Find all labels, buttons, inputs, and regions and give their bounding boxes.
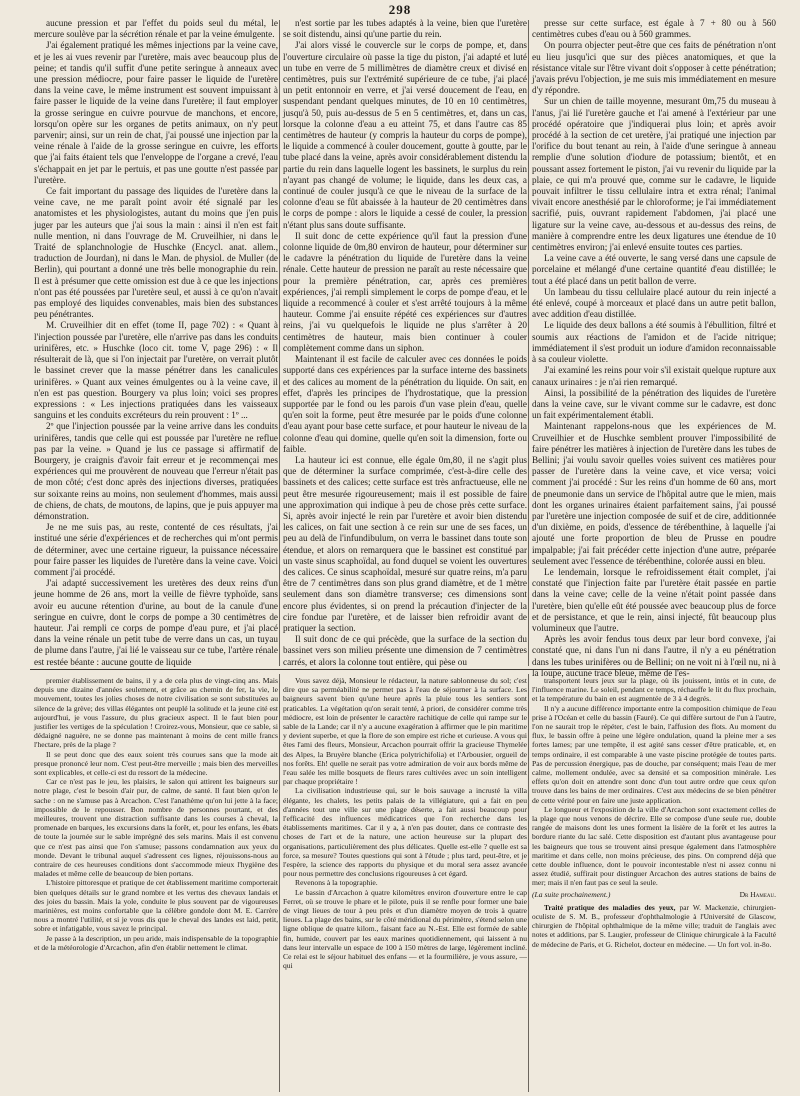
paragraph: La veine cave a été ouverte, le sang versé dans une capsule de porcelaine et mélangé d'une certaine quantité d'eau distillée; le tout a été placé dans un petit ballon de verre. [532,253,776,286]
paragraph: Après les avoir fendus tous deux par leur bord convexe, j'ai constaté que, ni dans l'un ni dans l'autre, il n'y a eu pénétration dans les tubes urinifères ou de Bellini; on ne voit ni à l'œil nu, ni à la loupe, aucune trace bleue, même de l'es- [532,634,776,678]
paragraph: Ce fait important du passage des liquides de l'uretère dans la veine cave, ne me paraît point avoir été signalé par les anatomistes et les physiologistes, autant du moins que j'en puis juger par les auteurs que j'ai sous la main : ainsi il n'en est fait nulle mention, ni dans l'ouvrage de M. Cruveilhier, ni dans le Traité de splanchnologie de Huschke (Encycl. anat. allem., traduction de Jourdan), ni dans le Man. de physiol. de Muller (de Berlin), qui pourtant a donné une très belle monographie du rein. Il est à présumer que cette omission est due à ce que les injections n'ont pas été poussées par l'uretère seul, et aussi à ce qu'on n'avait pas employé des liquides convenables, mais bien des substances peu pénétrantes. [34,186,278,320]
paragraph: J'ai adapté successivement les uretères des deux reins d'un jeune homme de 26 ans, mort la veille de fièvre typhoïde, sans avoir eu aucune rétention d'urine, au bout de la canule d'une seringue en cuivre, dont le corps de pompe a 30 centimètres de hauteur. J'ai rempli ce corps de pompe d'eau pure, et j'ai placé dans la veine rénale un petit tube de verre dans un cas, un tuyau de plume dans l'autre, j'ai lié le vaisseau sur ce tube, l'artère rénale est restée béante : aucune goutte de liquide [34,578,278,667]
paragraph: Le lendemain, lorsque le refroidissement était complet, j'ai constaté que l'injection faite par l'uretère était passée en partie dans la veine cave; celle de la veine n'était point passée dans l'uretère, bien qu'elle eût été poussée avec beaucoup plus de force et de persistance, et que le rein, ainsi injecté, fût beaucoup plus volumineux que l'autre. [532,566,776,633]
paragraph: On pourra objecter peut-être que ces faits de pénétration n'ont eu lieu jusqu'ici que sur des pièces anatomiques, et que la résistance vitale sur l'être vivant doit s'opposer à cette pénétration; j'avais prévu l'objection, je me suis mis immédiatement en mesure d'y répondre. [532,40,776,96]
paragraph: L'histoire pittoresque et pratique de cet établissement maritime comporterait bien quelques détails sur le grand nombre et les vertus des chevaux landais et des joies du bassin. Mais la yole, conduite le plus souvent par de vigoureuses marinières, est moins confortable que la célèbre gondole dont M. E. Carrère nous a montré l'utilité, et si je vous dis que le cheval des landes est laid, petit, sobre et infatigable, vous savez le principal. [34,878,278,934]
paragraph: Maintenant rappelons-nous que les expériences de M. Cruveilhier et de Huschke semblent prouver l'impossibilité de faire pénétrer les matières à injection de l'uretère dans les tubes de Bellini; j'ai voulu savoir quelles voies suivent ces matières pour passer de l'uretère dans la veine cave, et vice versa; voici comment j'ai procédé : Sur les reins d'un homme de 60 ans, mort de pneumonie dans un service de l'hôpital autre que le mien, mais dont les organes urinaires étaient parfaitement sains, j'ai poussé par l'uretère une injection composée de suif et de cire, additionnée d'un dixième, en poids, d'essence de térébenthine, à laquelle j'ai ajouté une forte proportion de bleu de Prusse en poudre impalpable; j'ai fait précéder cette injection d'une autre, préparée seulement avec l'essence de térébenthine, colorée aussi en bleu. [532,421,776,566]
column-divider [279,20,280,666]
paragraph: Il suit donc de cette expérience qu'il faut la pression d'une colonne liquide de 0m,80 environ de hauteur, pour déterminer sur le cadavre la pénétration du liquide de l'uretère dans la veine rénale. Cette hauteur de pression ne paraît au reste nécessaire que pour la première pénétration, car, après ces premières expériences, j'ai rempli simplement le corps de pompe d'eau, et le liquide a recommencé à couler et s'est arrêté toujours à la même hauteur. Comme j'ai ensuite répété ces expériences sur d'autres reins, j'ai vu quelquefois le liquide ne plus s'arrêter à 20 centimètres de hauteur, mais bien continuer à couler complètement comme dans un siphon. [283,230,527,353]
paragraph: n'est sortie par les tubes adaptés à la veine, bien que l'uretère se soit distendu, ainsi qu'une partie du rein. [283,18,527,40]
paragraph: Il se peut donc que des eaux soient très courues sans que la mode ait presque prononcé leur nom. C'est peut-être merveille ; mais bien des merveilles sont explicables, et celle-ci est du ressort de la médecine. [34,749,278,778]
signature-line [532,890,776,899]
paragraph: La civilisation industrieuse qui, sur le bois sauvage a incrusté la villa élégante, les chalets, les petits palais de la villégiature, qui a fait en peu d'années tout une ville sur une plage déserte, a fait aussi beaucoup pour l'efficacité des influences médicatrices que l'on recherche dans les établissements maritimes. Car il y a, à n'en pas douter, dans ce contraste des choses de l'art et de la nature, une action heureuse sur la plupart des organisations, particulièrement des plus délicates. Quelle est-elle ? quelle est sa force, sa mesure? Toutes questions qui sont à l'étude ; plus tard, peut-être, et je l'espère, la science des rapports du physique et du moral sera assez avancée pour nous permettre des conclusions rigoureuses à cet égard. [283,786,527,879]
paragraph: Sur un chien de taille moyenne, mesurant 0m,75 du museau à l'anus, j'ai lié l'uretère gauche et l'ai amené à l'extérieur par une procédé opératoire que j'indiquerai plus loin; et après avoir procédé à la section de cet uretère, j'ai pratiqué une injection par l'orifice du bout tenant au rein, à l'aide d'une seringue à anneau remplie d'une solution d'iodure de potassium; bientôt, et en poussant assez fortement le piston, j'ai vu revenir du liquide par la plaie, ce qui m'a prouvé que, comme sur le cadavre, le liquide pouvait infiltrer le tissu cellulaire intra et extra rénal; l'animal vivait encore anesthésié par le chloroforme; je l'ai immédiatement sacrifié, puis, ouvrant rapidement l'abdomen, j'ai placé une ligature sur la veine cave, au-dessous et au-dessus des reins, de manière à comprendre entre les deux ligatures une étendue de 10 centimètres environ; j'ai enlevé ensuite toutes ces parties. [532,96,776,253]
paragraph: Je passe à la description, un peu aride, mais indispensable de la topographie et de la météorologie d'Arcachon, afin d'en établir nettement le climat. [34,933,278,952]
column-divider [528,674,529,1092]
column-divider [279,674,280,1092]
paragraph: premier établissement de bains, il y a de cela plus de vingt-cinq ans. Mais depuis une dizaine d'années seulement, et grâce au chemin de fer, la vie, le mouvement, toutes les jolies choses de notre civilisation se sont substituées au silence de la grève; des villas élégantes ont peuplé la solitude et la jeune cité est aujourd'hui, je vous l'assure, du plus gracieux aspect. Il le faut bien pour justifier les vertiges de la spéculation ! Croirez-vous, Monsieur, que ce sable, si dédaigné naguère, ne se donne pas maintenant à moins de cent mille francs l'hectare, près de la plage ? [34,676,278,750]
column-divider [528,20,529,666]
paragraph: Revenons à la topographie. [295,878,378,888]
paragraph: Il suit donc de ce qui précède, que la surface de la section du bassinet vers son milieu présente une dimension de 7 centimètres carrés, et alors la colonne tout entière, qui pèse ou [283,634,527,667]
paragraph: Le bassin d'Arcachon à quatre kilomètres environ d'ouverture entre le cap Ferret, où se trouve le phare et le pilote, puis il se renfle pour former une baie de vingt lieues de tour à peu près et d'un diamètre moyen de trois à quatre lieues. La plage des bains, sur le côté méridional du périmètre, s'étend selon une ligne oblique de quatre kilom., faisant face au N.-Est. Elle est formée de sable fin, humide, couvert par les eaux marines quotidiennement, qui laissent à nu dans leur intervalle un espace de 100 à 150 mètres de large, légèrement incliné. Ce relai est le séjour habituel des enfans — et la fourmilière, je vous assure, — qui [283,887,527,971]
paragraph: J'ai également pratiqué les mêmes injections par la veine cave, et je les ai vues revenir par l'uretère, mais avec beaucoup plus de peine; et tandis qu'il suffit d'une petite seringue à anneaux avec une pression médiocre, pour faire passer le liquide de l'uretère dans la veine cave, le même instrument est souvent impuissant à faire passer le liquide de la veine dans l'uretère; il faut employer la grosse seringue en cuivre pourvue de manchons, et encore, lorsqu'on opère sur les organes de petits animaux, on n'y peut parvenir; ainsi, sur un rein de chat, j'ai poussé une injection par la veine rénale à l'aide de la grosse seringue en cuivre, les efforts que j'ai faits étaient tels que l'enveloppe de l'organe a crevé, l'eau s'échappait en jet par le pertuis, et pas une goutte n'est passée par l'uretère. [34,40,278,185]
lower-column-1 [34,676,278,1090]
lower-column-3 [532,676,776,1090]
paragraph: J'ai examiné les reins pour voir s'il existait quelque rupture aux canaux urinaires : je n'ai rien remarqué. [532,365,776,387]
upper-column-3 [532,18,776,678]
paragraph: Car ce n'est pas le jeu, les plaisirs, le salon qui attirent les baigneurs sur notre plage, c'est le besoin d'air pur, de calme, de santé. Il faut bien qu'on le sache : on ne s'amuse pas à Arcachon. C'est l'anathème qu'on lui jette à la face; impossible de le repousser. Bon nombre de personnes pourtant, et des meilleures, trouvent une distraction suffisante dans les courses à cheval, la promenade en barques, les excursions dans la forêt, et, pour les enfans, les ébats de toute la journée sur le sable imprégné des sels marins. Mais il est convenu que ce n'est pas ainsi que l'on s'amuse; passons condamnation aux yeux du monde. Devant le tribunal auquel s'adressent ces lignes, réjouissons-nous au contraire de ces heureuses conditions dont s'accommode mieux l'hygiène des malades et même celle de beaucoup de bien portans. [34,777,278,879]
paragraph: J'ai alors vissé le couvercle sur le corps de pompe, et, dans l'ouverture circulaire où passe la tige du piston, j'ai adapté et luté un tube en verre de 5 millimètres de diamètre creux et divisé en centimètres, puis sur l'extrémité supérieure de ce tube, j'ai placé un petit entonnoir en verre, et j'ai versé doucement de l'eau, en suspendant pendant quelques minutes, de 10 en 10 centimètres, jusqu'à 50, puis au-dessus de 5 en 5 centimètres, et, dans un cas, lorsque la colonne d'eau a eu atteint 75, et dans l'autre cas 85 centimètres de hauteur (y compris la hauteur du corps de pompe), le liquide a commencé à couler doucement, goutte à goutte, par le tube placé dans la veine, après avoir considérablement distendu la partie du rein dans laquelle logent les bassinets, le surplus du rein n'ayant pas changé de volume; le liquide, dans les deux cas, a continué de couler jusqu'à ce que le niveau de la surface de la colonne d'eau se fût abaissée à la hauteur de 20 centimètres dans le corps de pompe : alors le liquide a cessé de couler, la pression n'étant plus sans doute suffisante. [283,40,527,230]
section-rule [30,669,780,670]
page-number: 298 [388,2,412,17]
paragraph: transportent leurs jeux sur la plage, où ils jouissent, intùs et in cute, de l'influence marine. Le soleil, pendant ce temps, réchauffe le lit du flux prochain, et la température du bain en est augmentée de 3 à 4 degrés. [532,676,776,704]
upper-column-1 [34,18,278,666]
paragraph: M. Cruveilhier dit en effet (tome II, page 702) : « Quant à l'injection poussée par l'uretère, elle n'arrive pas dans les conduits urinifères, etc. » Huschke (loco cit. tome V, page 296) : « Il résulterait de là, que si l'on injectait par l'uretère, on verrait plutôt le bassinet crever que la masse pénétrer dans les canalicules urinifères. » Quant aux veines émulgentes ou à la veine cave, il n'en est pas question. Bourgery va plus loin; voici ses propres expressions : « Les injections pratiquées dans les vaisseaux sanguins et les conduits excréteurs du rein prouvent : 1º ... [34,320,278,421]
upper-column-2 [283,18,527,666]
paragraph: 2º que l'injection poussée par la veine arrive dans les conduits urinifères, tandis que celle qui est poussée par l'uretère ne reflue pas par la veine. » Quand je lus ce passage si affirmatif de Bourgery, je craignis d'avoir fait erreur et je recommençai mes expériences qui me prouvèrent de nouveau que l'erreur n'était pas de mon côté; c'est donc après des injections diverses, pratiquées sur soixante reins au moins, non seulement d'hommes, mais aussi de chiens, de chats, de moutons, de lapins, que je puis appuyer ma démonstration. [34,421,278,521]
paragraph: Maintenant il est facile de calculer avec ces données le poids supporté dans ces expériences par la surface interne des bassinets et des calices au moment de la pénétration du liquide. On sait, en effet, d'après les principes de l'hydrostatique, que la pression supportée par le fond ou les parois d'un vase plein d'eau, quelle qu'en soit la forme, peut être mesurée par le poids d'une colonne d'eau ayant pour base cette surface, et pour hauteur le niveau de la colonne d'eau qui domine, quelle qu'en soit la dimension, forte ou faible. [283,354,527,454]
continuation-note: (La suite prochainement.) [532,889,611,899]
review-title: Traité pratique des maladies des yeux, [544,902,676,912]
paragraph: Le liquide des deux ballons a été soumis à l'ébullition, filtré et soumis aux réactions de l'amidon et de l'acide nitrique; immédiatement il s'est produit un iodure d'amidon reconnaissable à sa couleur violette. [532,320,776,365]
paragraph: La hauteur ici est connue, elle égale 0m,80, il ne s'agit plus que de déterminer la surface comprimée, c'est-à-dire celle des bassinets et des calices; cette surface est très anfractueuse, elle ne peut être mesurée rigoureusement; mais il est possible de faire une approximation qui indique à peu de chose près cette surface. Si, après avoir injecté le rein par l'uretère et avoir bien distendu les calices, on fait une section à ce rein sur une de ses faces, un peu au delà de l'infundibulum, on verra le bassinet dans toute son étendue, et alors on remarquera que le bassinet est constitué par un vaste sinus scaphoïdal, au fond duquel se voient les ouvertures des calices. Ce sinus scaphoïdal, mesuré sur quatre reins, m'a paru être de 7 centimètres dans son plus grand diamètre, et de 1 mètre seulement dans son diamètre transverse; ces dimensions sont encore plus évidentes, si on prend la précaution d'injecter de la cire fondue par l'uretère, et de laisser bien refroidir avant de pratiquer la section. [283,454,527,633]
paragraph: Un lambeau du tissu cellulaire placé autour du rein injecté a été enlevé, coupé à morceaux et placé dans un autre petit ballon, avec addition d'eau distillée. [532,286,776,320]
paragraph: Vous savez déjà, Monsieur le rédacteur, la nature sablonneuse du sol; c'est dire que sa perméabilité ne permet pas à l'eau de séjourner à la surface. Les baigneurs savent bien qu'une heure après la pluie tous les sentiers sont praticables. La végétation qu'on serait tenté, à priori, de considérer comme très médiocre, est loin de présenter le caractère rachitique de celle qui rampe sur le sable de la Lande; car il n'y a aucune exagération à affirmer que le pin maritime y devient superbe, et que la flore de son empire est riche et curieuse. A vous qui êtes l'ami des fleurs, Monsieur, Arcachon pourrait offrir la gracieuse Thymelée des Alpes, la Bruyère blanche (Erica polytrichifolia) et l'Arbousier, orgueil de nos forêts. Eh! quelle ne serait pas votre admiration de voir aux bords même de l'eau salée les mille bosquets de fleurs rares cultivées avec un soin intelligent par chaque propriétaire ! [283,676,527,787]
lower-column-2 [283,676,527,1090]
book-review [532,903,776,949]
paragraph: Je ne me suis pas, au reste, contenté de ces résultats, j'ai institué une série d'expériences et de recherches qui m'ont permis de déterminer, avec une certaine rigueur, la puissance nécessaire pour faire passer les liquides de l'uretère dans la veine cave. Voici comment j'ai procédé. [34,522,278,577]
paragraph: Ainsi, la possibilité de la pénétration des liquides de l'uretère dans la veine cave, sur le vivant comme sur le cadavre, est donc un fait expérimentalement établi. [532,387,776,421]
paragraph: aucune pression et par l'effet du poids seul du métal, le mercure soulève par la sécrétion rénale et par la veine émulgente. [34,18,278,40]
author-signature: Dr Hameau. [739,889,776,899]
review-text: par W. Mackenzie, chirurgien-oculiste de S. M. B., professeur d'ophthalmologie à l'Université de Glascow, chirurgien de l'hôpital ophthalmique de la même ville; traduit de l'anglais avec notes et additions, par S. Laugier, professeur de Clinique chirurgicale à la Faculté de médecine de Paris, et G. Richelot, docteur en médecine. — Un fort vol. in-8o. [532,902,776,949]
paragraph: presse sur cette surface, est égale à 7 + 80 ou à 560 centimètres cubes d'eau ou à 560 grammes. [532,18,776,40]
paragraph: Le longueur et l'exposition de la ville d'Arcachon sont exactement celles de la plage que nous venons de décrire. Elle se compose d'une seule rue, double rangée de maisons dont les unes forment la lisière de la forêt et les autres la bordure riante du lac salé. Cette disposition est d'autant plus avantageuse pour les baigneurs que tous se trouvent ainsi presque également dans l'atmosphère maritime et dans celle, non moins précieuse, des pins. On comprend déjà que cette double influence, dont le pouvoir incontestable n'est ni assez connu ni assez étudié, suffirait pour distinguer Arcachon des autres stations de bains de mer; mais il n'en faut pas ce seul la seule. [532,804,776,888]
paragraph: Il n'y a aucune différence importante entre la composition chimique de l'eau prise à l'Océan et celle du bassin (Fauré). Ce qui diffère surtout de l'un à l'autre, l'on ne saurait trop le répéter, c'est le bain, l'affusion des flots. Au moment du flux, le bassin offre à peine une légère ondulation, quand la pleine mer a ses fortes lames; par une tempête, il est agité sans cesser d'être praticable, et, en temps ordinaire, il est comparable à une vaste piscine protégée de toutes parts. Pas de percussion énergique, pas de douche, par conséquent; mais l'eau de mer calme, mollement ondulée, avec sa densité et sa composition minérale. Les effets qu'on doit en attendre sont donc d'un tout autre ordre que ceux qu'on trouve dans les bains de mer ordinaires. C'est aux médecins de se bien pénétrer de cette vérité pour en faire une juste application. [532,703,776,805]
